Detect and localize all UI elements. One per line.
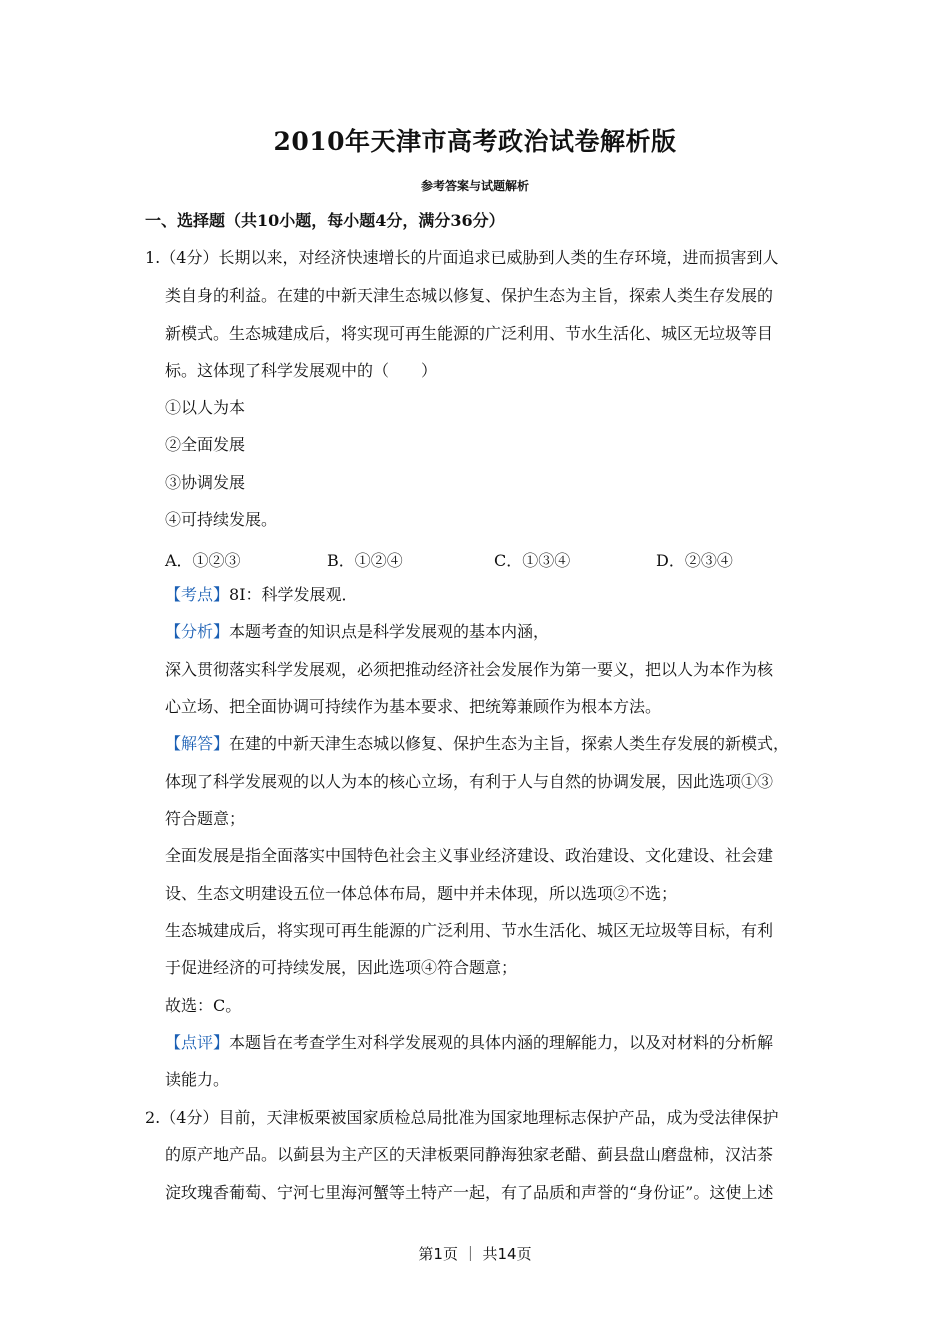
fenxi-text: 深入贯彻落实科学发展观，必须把推动经济社会发展作为第一要义，把以人为本作为核 (165, 660, 774, 679)
option-d: D．②③④ (656, 551, 733, 570)
question-1-line: 1.（4分）长期以来，对经济快速增长的片面追求已威胁到人类的生存环境，进而损害到人 (145, 248, 779, 267)
dianping-tag: 【点评】 (165, 1033, 230, 1052)
jieda-text: 设、生态文明建设五位一体总体布局，题中并未体现，所以选项②不选； (165, 884, 678, 903)
question-1-line: 类自身的利益。在建的中新天津生态城以修复、保护生态为主旨，探索人类生存发展的 (165, 286, 774, 305)
option-b: B．①②④ (327, 551, 403, 570)
jieda-text: 于促进经济的可持续发展，因此选项④符合题意； (165, 958, 518, 977)
jieda-line (165, 734, 789, 754)
jieda-text: 体现了科学发展观的以人为本的核心立场，有利于人与自然的协调发展，因此选项①③ (165, 772, 774, 791)
jieda-text: 符合题意； (165, 809, 246, 828)
question-1-line: 新模式。生态城建成后，将实现可再生能源的广泛利用、节水生活化、城区无垃圾等目 (165, 324, 774, 343)
statement-item: ①以人为本 (165, 398, 246, 417)
page-title: 2010年天津市高考政治试卷解析版 (273, 127, 677, 156)
option-c: C．①③④ (494, 551, 571, 570)
fenxi-tag: 【分析】 (165, 622, 230, 641)
option-a: A．①②③ (165, 551, 241, 570)
statement-item: ②全面发展 (165, 435, 246, 454)
jieda-text: 在建的中新天津生态城以修复、保护生态为主旨，探索人类生存发展的新模式， (229, 734, 790, 753)
dianping-line (165, 1033, 773, 1053)
statement-item: ④可持续发展。 (165, 510, 278, 529)
jieda-text: 生态城建成后，将实现可再生能源的广泛利用、节水生活化、城区无垃圾等目标，有利 (165, 921, 774, 940)
question-2-line: 2.（4分）目前，天津板栗被国家质检总局批准为国家地理标志保护产品，成为受法律保护 (145, 1108, 779, 1127)
fenxi-text: 本题考查的知识点是科学发展观的基本内涵， (229, 622, 550, 641)
dianping-text: 读能力。 (165, 1070, 230, 1089)
question-2-line: 淀玫瑰香葡萄、宁河七里海河蟹等土特产一起，有了品质和声誉的“身份证”。这使上述 (165, 1183, 774, 1202)
question-1-line: 标。这体现了科学发展观中的（ ） (165, 361, 438, 380)
kaodian-line (165, 585, 358, 605)
question-2-line: 的原产地产品。以蓟县为主产区的天津板栗同静海独家老醋、蓟县盘山磨盘柿，汉沽茶 (165, 1145, 774, 1164)
answer-line: 故选：C。 (165, 996, 242, 1015)
fenxi-line (165, 622, 549, 642)
jieda-text: 全面发展是指全面落实中国特色社会主义事业经济建设、政治建设、文化建设、社会建 (165, 846, 774, 865)
statement-item: ③协调发展 (165, 473, 246, 492)
fenxi-text: 心立场、把全面协调可持续作为基本要求、把统筹兼顾作为根本方法。 (165, 697, 662, 716)
kaodian-tag: 【考点】 (165, 585, 230, 604)
dianping-text: 本题旨在考查学生对科学发展观的具体内涵的理解能力，以及对材料的分析解 (229, 1033, 774, 1052)
page-footer: 第1页 ｜ 共14页 (418, 1245, 532, 1263)
section-heading: 一、选择题（共10小题，每小题4分，满分36分） (145, 211, 505, 230)
kaodian-text: 8I：科学发展观． (229, 585, 358, 604)
page-subtitle: 参考答案与试题解析 (420, 179, 529, 193)
jieda-tag: 【解答】 (165, 734, 230, 753)
